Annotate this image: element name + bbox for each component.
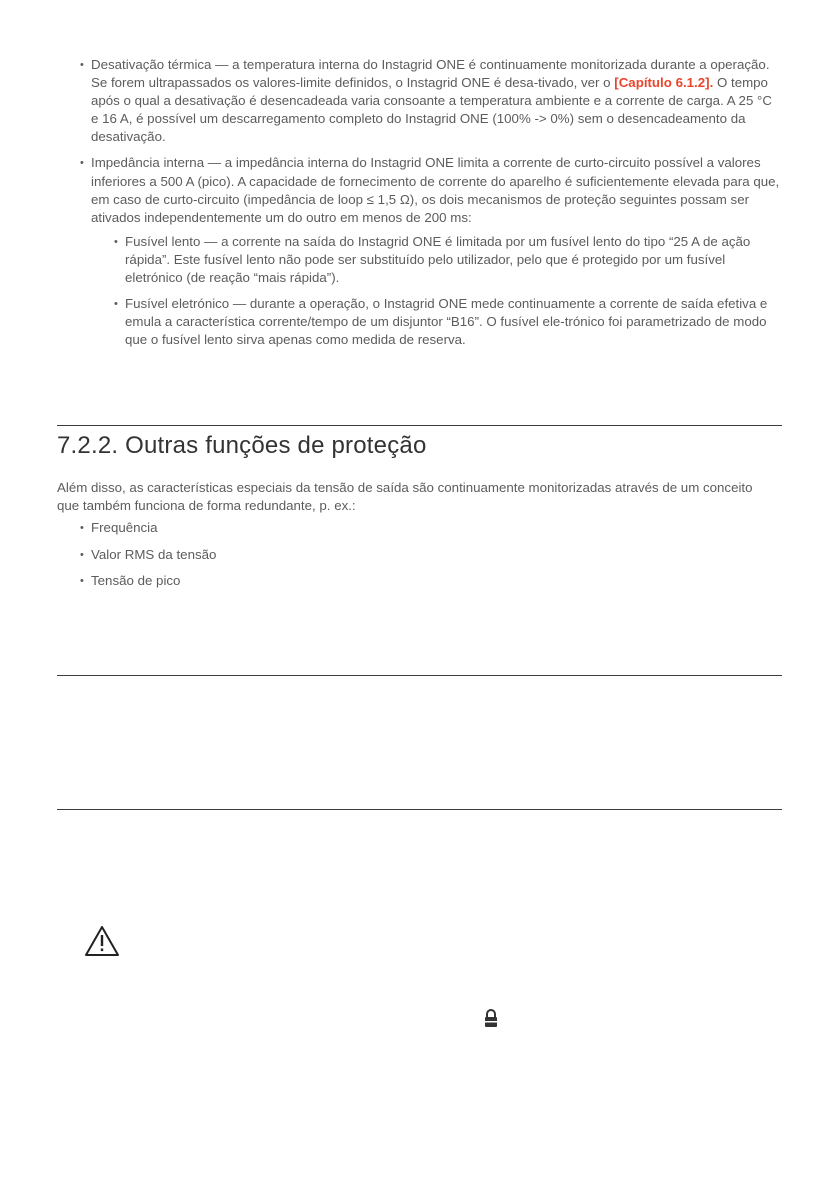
lock-icon [483,1009,499,1028]
section-divider-top [57,425,782,426]
thermal-text-after: O tempo após o qual a desativação é desencadeada varia consoante a temperatura ambiente e a corrente de carga. A 25 °C e 16 A, é possível um descarregamento completo do Instagrid ONE (100% -> 0%) sem o desencadeamento da desativação. [91,75,772,145]
list-item-peak-voltage: • Tensão de pico [80,572,216,590]
section-body-text: Além disso, as características especiais da tensão de saída são continuamente monitorizadas através de um conceito que também funciona de forma redundante, p. ex.: [57,480,753,514]
list-item-frequency: • Frequência [80,519,216,537]
section-title: 7.2.2. Outras funções de proteção [57,432,427,459]
protection-sub-list [114,233,774,350]
chapter-link[interactable]: [Capítulo 6.1.2]. [614,75,714,91]
list-item-rms-voltage: • Valor RMS da tensão [80,546,216,564]
list-item-internal-impedance [80,154,780,349]
thermal-text-before: Desativação térmica — a temperatura interna do Instagrid ONE é continuamente monitorizada durante a operação. Se forem ultrapassados os valores-limite definidos, o Instagrid ONE é desa-tivado, ver o [91,57,770,91]
sub-item-slow-fuse: • Fusível lento — a corrente na saída do Instagrid ONE é limitada por um fusível lento do tipo “25 A de ação rápida”. Este fusível lento não pode ser substituído pelo utilizador, pelo que é protegido por um fusível eletrónico (de reação “mais rápida”). [114,233,774,287]
sub-item-electronic-fuse: • Fusível eletrónico — durante a operação, o Instagrid ONE mede continuamente a corrente de saída efetiva e emula a característica corrente/tempo de um disjuntor “B16”. O fusível ele-trónico foi parametrizado de modo que o fusível lento sirva apenas como medida de reserva. [114,295,774,349]
divider-lower [57,809,782,810]
impedance-text: Impedância interna — a impedância interna do Instagrid ONE limita a corrente de curto-circuito possível a valores inferiores a 500 A (pico). A capacidade de fornecimento de corrente do aparelho é suficientemente elevada para que, em caso de curto-circuito (impedância de loop ≤ 1,5 Ω), os dois mecanismos de proteção seguintes possam ser ativados independentemente um do outro em menos de 200 ms: [91,155,780,225]
protection-bullet-list [80,56,780,357]
warning-triangle-icon [84,925,120,957]
list-item-thermal-shutdown [80,56,780,146]
divider-middle [57,675,782,676]
monitored-characteristics-list [80,519,216,599]
